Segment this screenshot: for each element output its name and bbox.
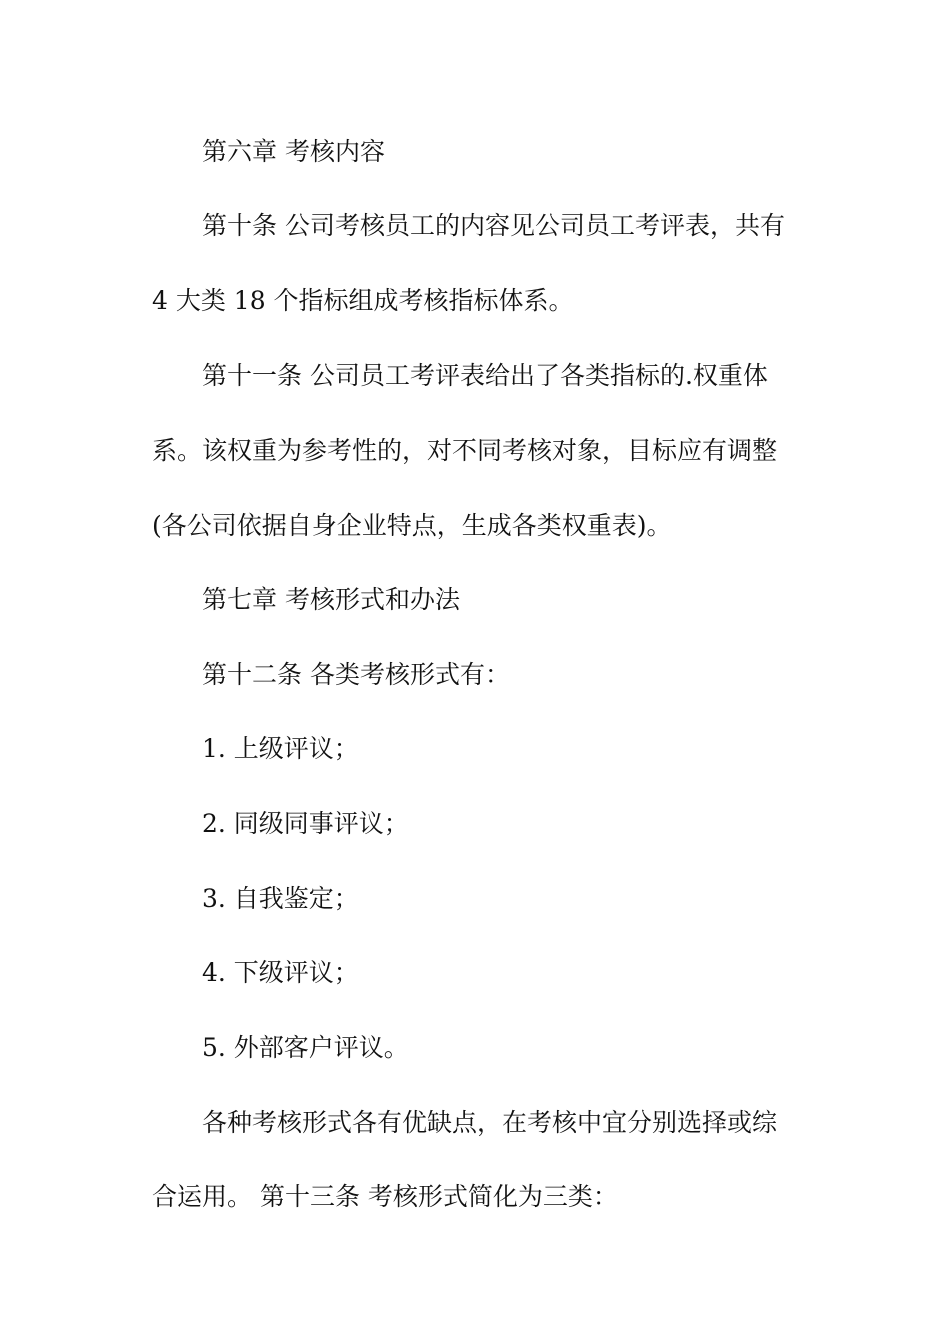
chapter-heading-6: 第六章 考核内容 <box>202 137 385 166</box>
article-11-line-2: 系。该权重为参考性的，对不同考核对象，目标应有调整 <box>152 436 778 465</box>
list-item: 1. 上级评议； <box>202 734 359 763</box>
list-item: 4. 下级评议； <box>202 958 359 987</box>
chapter-heading-7: 第七章 考核形式和办法 <box>202 585 460 614</box>
list-item: 5. 外部客户评议。 <box>202 1033 409 1062</box>
paragraph-line-2: 合运用。 第十三条 考核形式简化为三类： <box>152 1182 618 1211</box>
article-11-line-1: 第十一条 公司员工考评表给出了各类指标的.权重体 <box>202 361 768 390</box>
paragraph-line-1: 各种考核形式各有优缺点，在考核中宜分别选择或综 <box>202 1108 778 1137</box>
article-11-line-3: (各公司依据自身企业特点，生成各类权重表)。 <box>152 511 672 540</box>
article-10-line-2: 4 大类 18 个指标组成考核指标体系。 <box>152 286 574 315</box>
list-item: 2. 同级同事评议； <box>202 809 409 838</box>
article-10-line-1: 第十条 公司考核员工的内容见公司员工考评表，共有 <box>202 211 785 240</box>
article-12-line: 第十二条 各类考核形式有： <box>202 660 510 689</box>
list-item: 3. 自我鉴定； <box>202 884 359 913</box>
